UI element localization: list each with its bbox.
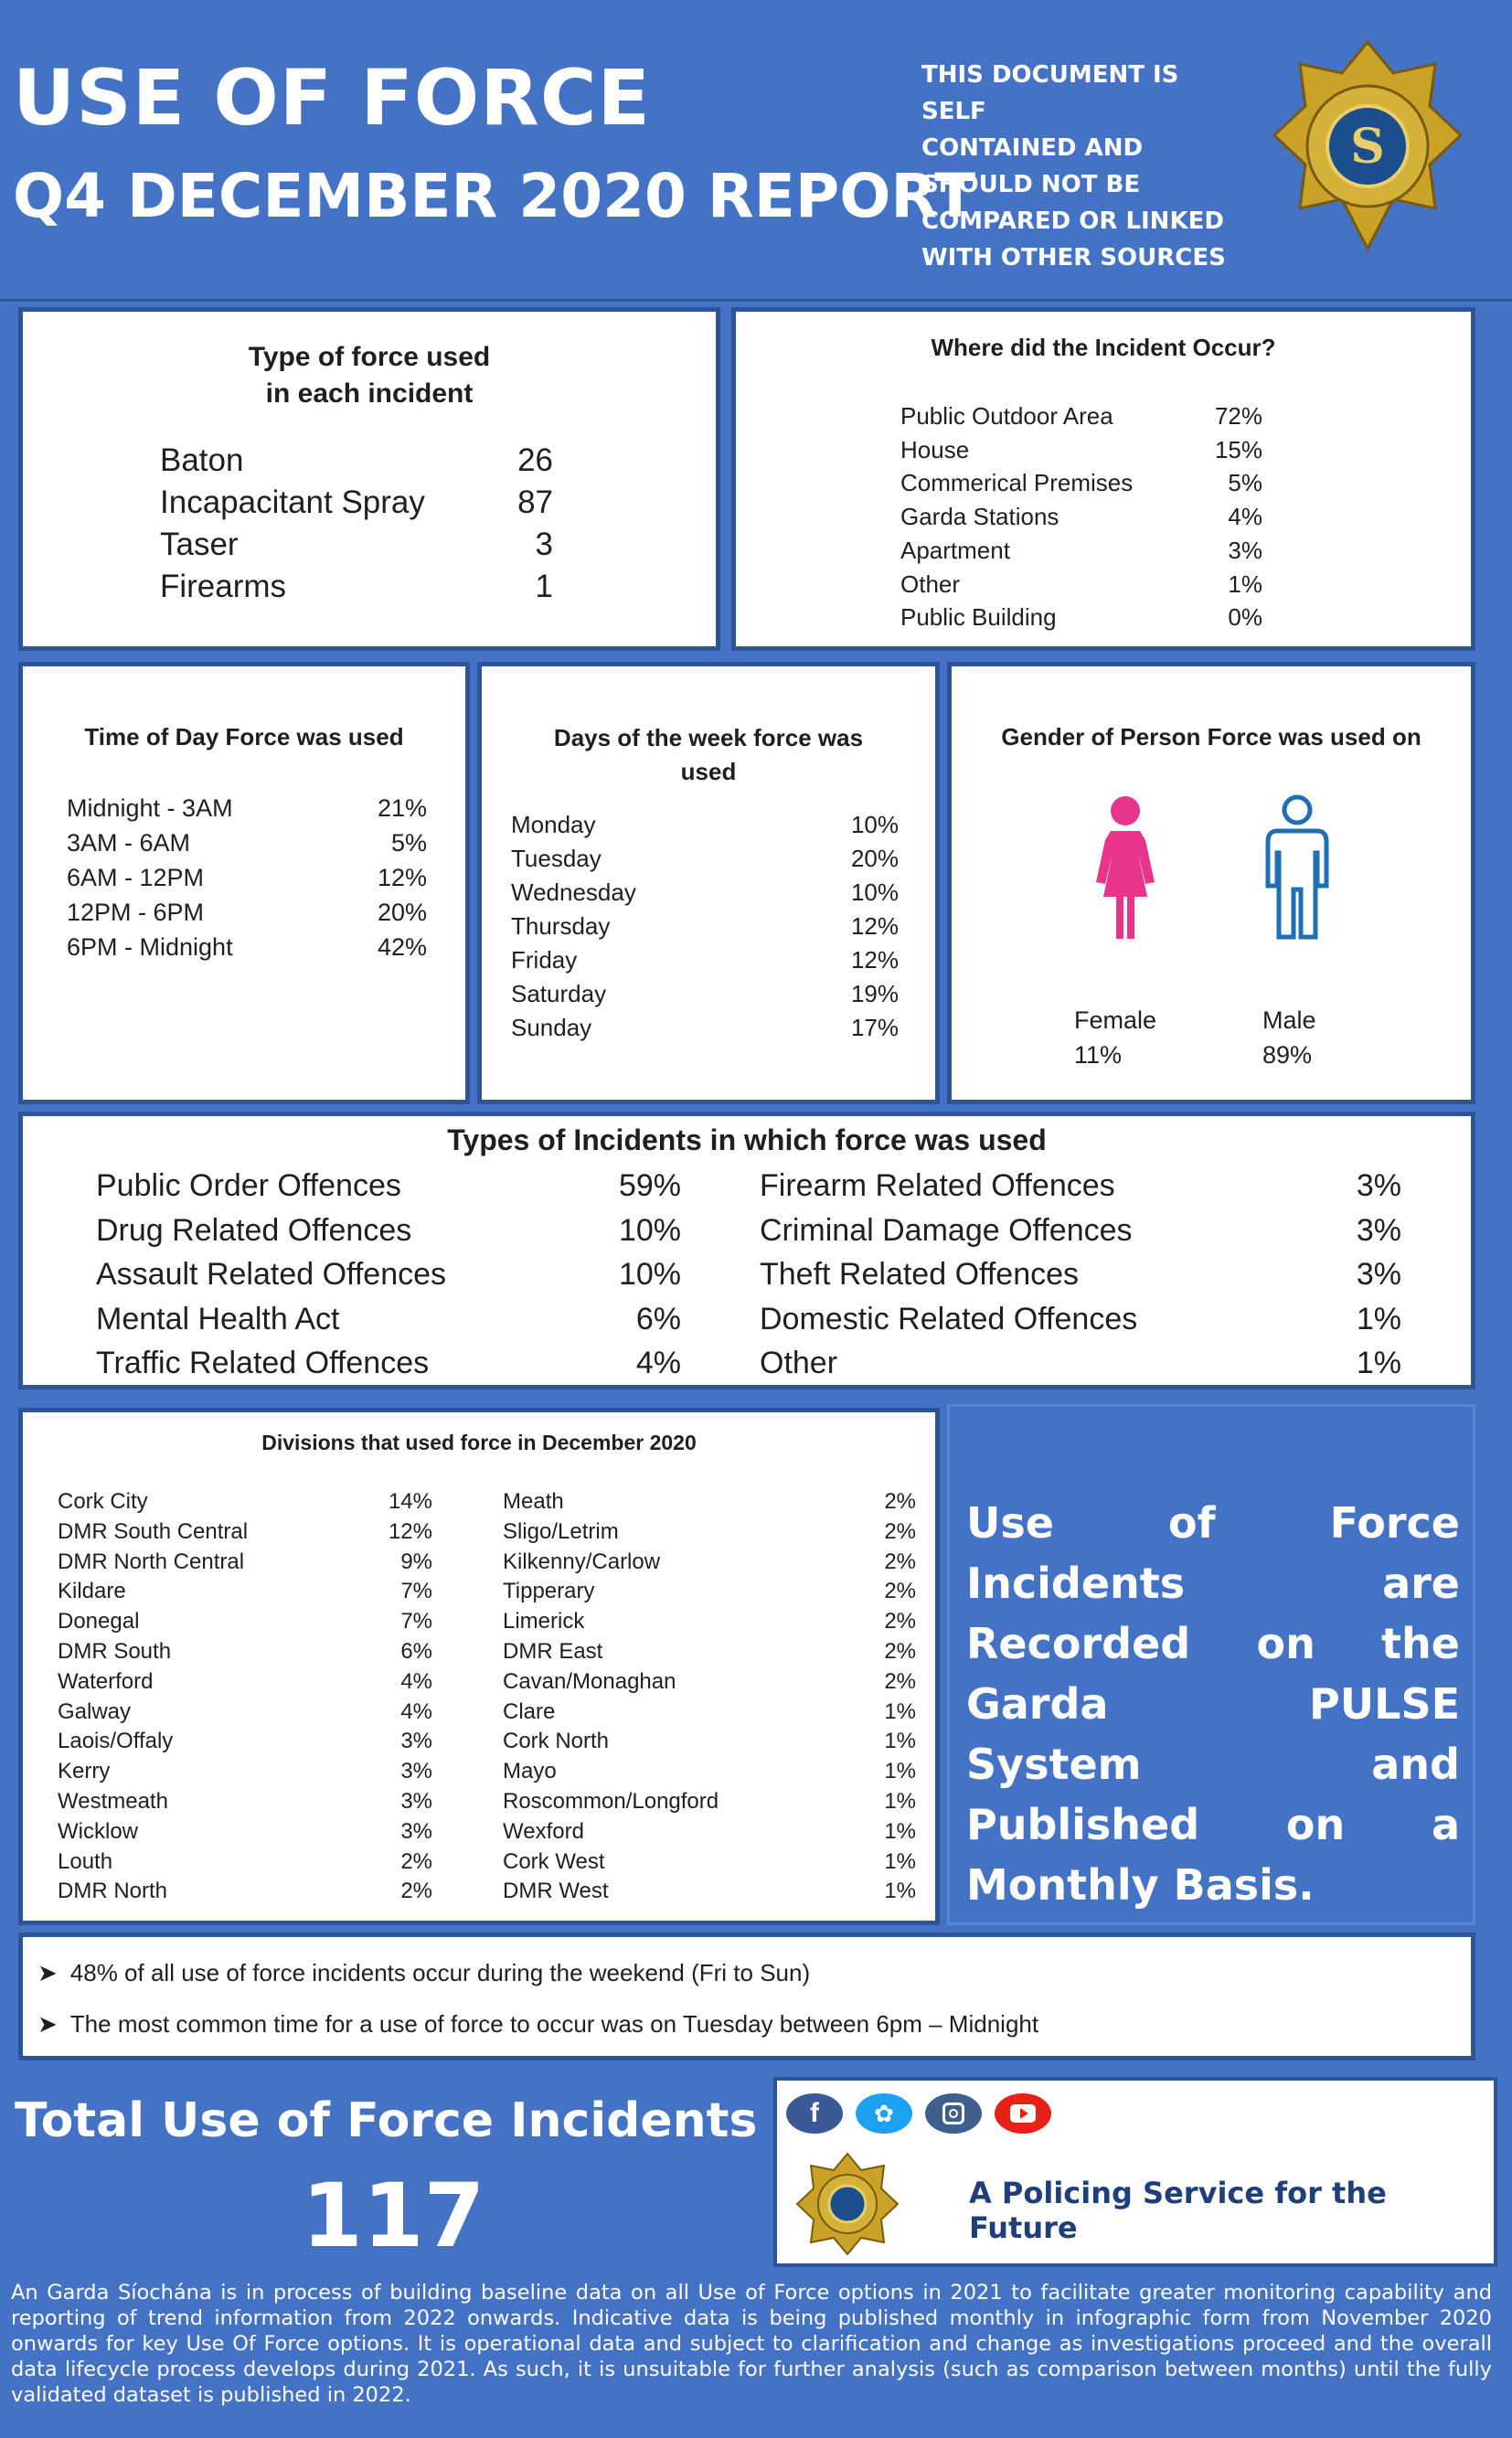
time-of-day-panel	[18, 662, 470, 1104]
incident-types-right-list	[760, 1164, 1401, 1386]
list-item: Commerical Premises 5%	[900, 469, 1262, 497]
list-item: Meath 2%	[503, 1489, 916, 1514]
total-value: 117	[302, 2165, 485, 2267]
list-item: Roscommon/Longford 1%	[503, 1788, 916, 1814]
incident-types-panel	[18, 1112, 1475, 1389]
total-label: Total Use of Force Incidents	[15, 2093, 758, 2148]
report-title: USE OF FORCE	[13, 53, 651, 143]
days-of-week-list	[511, 808, 899, 1045]
list-item: Clare 1%	[503, 1698, 916, 1724]
list-item: Friday 12%	[511, 946, 899, 974]
force-type-list	[160, 440, 553, 608]
list-item: Wexford 1%	[503, 1818, 916, 1844]
list-item: Firearm Related Offences 3%	[760, 1168, 1401, 1203]
youtube-icon[interactable]	[995, 2093, 1051, 2134]
footer-disclaimer: An Garda Síochána is in process of building baseline data on all Use of Force options in 2021 to facilitate greater monitoring capability and reporting of trend information from 2022 onwards. Indicative data is being published monthly in infographic form from November 2020 onwards for key Use Of Force options. It is operational data and subject to clarification and change as investigations proceed and the overall data lifecycle process develops during 2021. As such, it is unsuitable for further analysis (such as comparison between months) until the fully validated dataset is published in 2022.	[11, 2281, 1492, 2407]
header	[0, 0, 1512, 302]
list-item: DMR North 2%	[58, 1879, 432, 1904]
list-item: Waterford 4%	[58, 1668, 432, 1694]
days-of-week-panel	[477, 662, 940, 1104]
arrow-bullet-icon: ➤	[37, 1959, 58, 1986]
svg-text:S: S	[1350, 119, 1385, 175]
location-list	[900, 399, 1262, 634]
report-subtitle: Q4 DECEMBER 2020 REPORT	[13, 161, 976, 231]
list-item: Baton 26	[160, 442, 553, 478]
divisions-right-list	[503, 1487, 916, 1907]
garda-crest-logo	[1269, 37, 1466, 256]
list-item: Firearms 1	[160, 569, 553, 604]
list-item: Taser 3	[160, 527, 553, 562]
list-item: Domestic Related Offences 1%	[760, 1301, 1401, 1336]
list-item: Criminal Damage Offences 3%	[760, 1212, 1401, 1248]
days-of-week-title: Days of the week force was used	[553, 724, 864, 785]
gender-title: Gender of Person Force was used on	[1001, 723, 1421, 751]
highlights-panel	[18, 1932, 1475, 2060]
list-item: 6AM - 12PM 12%	[67, 864, 427, 891]
arrow-bullet-icon: ➤	[37, 2010, 58, 2038]
female-icon	[1089, 794, 1162, 941]
list-item: Other 1%	[760, 1346, 1401, 1380]
list-item: Sligo/Letrim 2%	[503, 1518, 916, 1544]
list-item: 6PM - Midnight 42%	[67, 933, 427, 961]
pulse-note-text: Use of Force Incidents are Recorded on the Garda PULSE System and Published on a Monthly Basis.	[966, 1498, 1460, 1910]
list-item: Kildare 7%	[58, 1579, 432, 1604]
list-item: Other 1%	[900, 570, 1262, 598]
incident-types-left-list	[96, 1164, 681, 1386]
list-item: Louth 2%	[58, 1848, 432, 1874]
male-icon	[1261, 794, 1334, 941]
list-item: DMR East 2%	[503, 1638, 916, 1664]
list-item: 12PM - 6PM 20%	[67, 899, 427, 926]
list-item: Kerry 3%	[58, 1759, 432, 1784]
garda-crest-small-logo	[793, 2150, 901, 2258]
list-item: 3AM - 6AM 5%	[67, 829, 427, 857]
list-item: Drug Related Offences 10%	[96, 1212, 681, 1248]
list-item: Mental Health Act 6%	[96, 1301, 681, 1336]
list-item: Traffic Related Offences 4%	[96, 1346, 681, 1380]
list-item: Kilkenny/Carlow 2%	[503, 1549, 916, 1574]
list-item: Midnight - 3AM 21%	[67, 794, 427, 822]
list-item: Laois/Offaly 3%	[58, 1729, 432, 1754]
list-item: DMR North Central 9%	[58, 1549, 432, 1574]
list-item: Tipperary 2%	[503, 1579, 916, 1604]
list-item: Tuesday 20%	[511, 845, 899, 872]
disclaimer-notice: THIS DOCUMENT IS SELF CONTAINED AND SHOULD NOT BE COMPARED OR LINKED WITH OTHER SOURCES	[921, 61, 1226, 271]
list-item: DMR South 6%	[58, 1638, 432, 1664]
list-item: Incapacitant Spray 87	[160, 484, 553, 520]
list-item: Sunday 17%	[511, 1014, 899, 1041]
slogan: A Policing Service for the Future	[969, 2176, 1387, 2245]
female-label: Female	[1074, 1006, 1157, 1034]
female-value: 11%	[1074, 1041, 1123, 1069]
male-value: 89%	[1262, 1041, 1313, 1069]
list-item: Wednesday 10%	[511, 878, 899, 906]
divisions-title: Divisions that used force in December 2020	[261, 1431, 697, 1454]
list-item: Donegal 7%	[58, 1609, 432, 1634]
pulse-note-panel	[947, 1404, 1475, 1925]
list-item: DMR West 1%	[503, 1879, 916, 1904]
list-item: Galway 4%	[58, 1698, 432, 1724]
list-item: Apartment 3%	[900, 536, 1262, 564]
list-item: Mayo 1%	[503, 1759, 916, 1784]
list-item: Cork West 1%	[503, 1848, 916, 1874]
list-item: Theft Related Offences 3%	[760, 1257, 1401, 1292]
highlight-bullet: ➤ 48% of all use of force incidents occur during the weekend (Fri to Sun)	[37, 1959, 811, 1986]
list-item: Saturday 19%	[511, 980, 899, 1007]
divisions-panel	[18, 1408, 940, 1925]
list-item: Cavan/Monaghan 2%	[503, 1668, 916, 1694]
list-item: Monday 10%	[511, 811, 899, 838]
time-of-day-title: Time of Day Force was used	[84, 723, 404, 751]
divisions-left-list	[58, 1487, 432, 1907]
highlight-bullet: ➤ The most common time for a use of force to occur was on Tuesday between 6pm – Midnight	[37, 2010, 1039, 2038]
list-item: Garda Stations 4%	[900, 503, 1262, 531]
list-item: DMR South Central 12%	[58, 1518, 432, 1544]
list-item: Public Outdoor Area 72%	[900, 402, 1262, 430]
male-label: Male	[1262, 1006, 1316, 1034]
list-item: House 15%	[900, 435, 1262, 463]
time-of-day-list	[67, 791, 427, 964]
list-item: Public Order Offences 59%	[96, 1168, 681, 1203]
instagram-icon[interactable]	[925, 2093, 982, 2134]
force-type-panel	[18, 307, 720, 651]
list-item: Public Building 0%	[900, 603, 1262, 632]
list-item: Westmeath 3%	[58, 1788, 432, 1814]
twitter-icon[interactable]: ✿	[856, 2093, 912, 2134]
gender-panel	[947, 662, 1475, 1104]
facebook-icon[interactable]: f	[786, 2093, 843, 2134]
list-item: Cork City 14%	[58, 1489, 432, 1514]
brand-box	[773, 2077, 1497, 2267]
list-item: Wicklow 3%	[58, 1818, 432, 1844]
location-title: Where did the Incident Occur?	[931, 334, 1276, 361]
location-panel	[731, 307, 1475, 651]
list-item: Cork North 1%	[503, 1729, 916, 1754]
list-item: Thursday 12%	[511, 912, 899, 940]
force-type-title: Type of force used in each incident	[248, 342, 491, 409]
list-item: Assault Related Offences 10%	[96, 1257, 681, 1292]
incident-types-title: Types of Incidents in which force was used	[447, 1123, 1047, 1156]
list-item: Limerick 2%	[503, 1609, 916, 1634]
